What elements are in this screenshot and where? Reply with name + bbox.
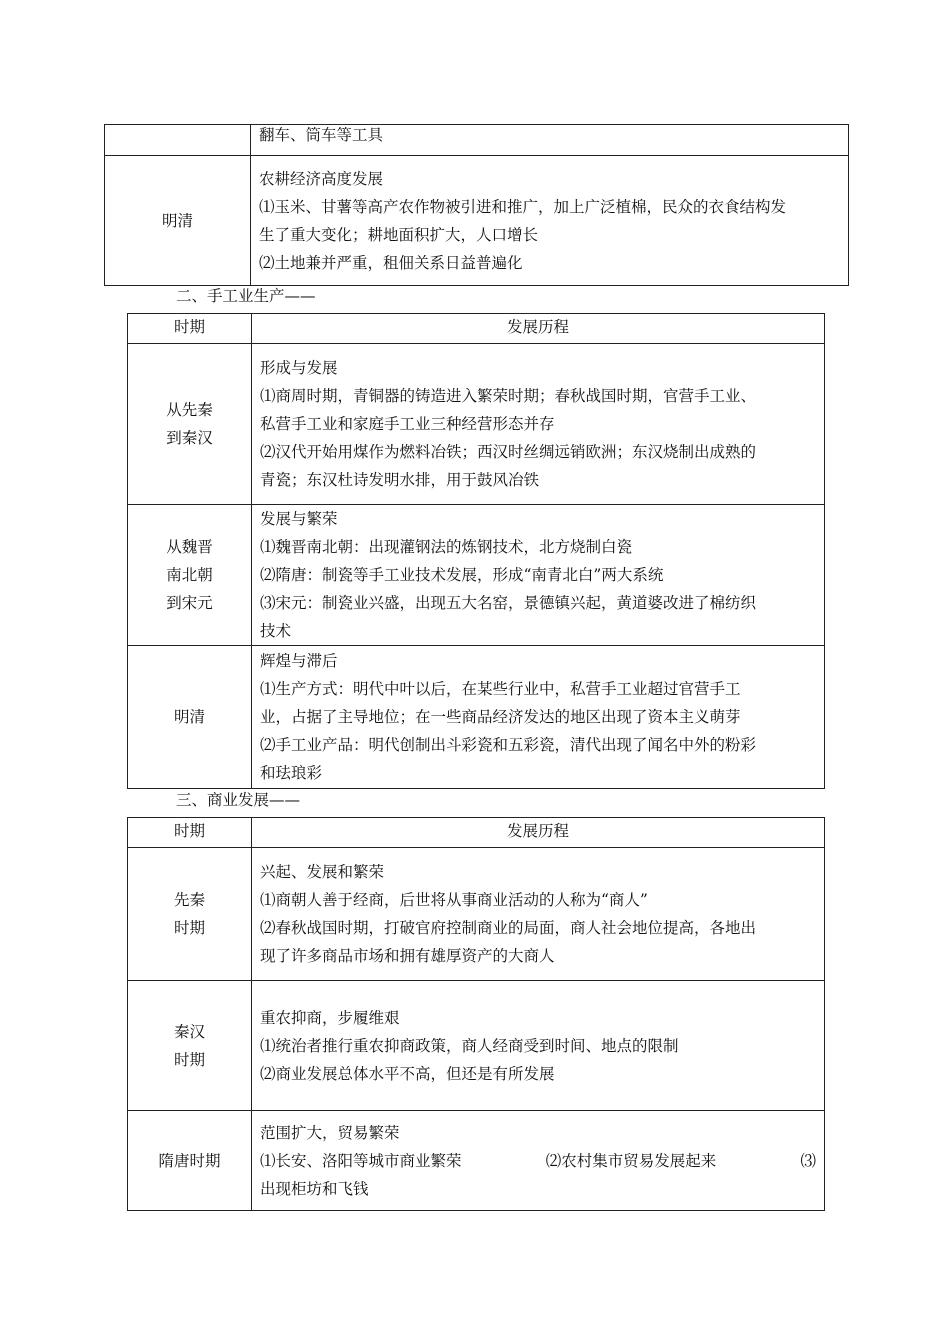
content-cell [252, 646, 825, 789]
period-cell [128, 646, 252, 789]
table-row [105, 125, 849, 156]
period-label: 到秦汉 [166, 429, 213, 447]
content-line: ⑵商业发展总体水平不高，但还是有所发展 [260, 1064, 555, 1083]
content-line: ⑴统治者推行重农抑商政策，商人经商受到时间、地点的限制 [260, 1036, 679, 1055]
table-row [128, 646, 825, 789]
content-line: 现了许多商品市场和拥有雄厚资产的大商人 [260, 947, 555, 965]
period-cell [128, 344, 252, 505]
content-line: ⑵春秋战国时期，打破官府控制商业的局面，商人社会地位提高，各地出 [260, 919, 757, 937]
period-label: 时期 [173, 919, 205, 937]
content-cell [251, 156, 849, 286]
content-title: 范围扩大，贸易繁荣 [260, 1123, 400, 1142]
column-header-history: 发展历程 [252, 314, 825, 344]
period-label: 到宋元 [166, 594, 213, 612]
section-heading-handicraft: 二、手工业生产—— [176, 287, 316, 305]
content-line: 私营手工业和家庭手工业三种经营形态并存 [260, 415, 555, 433]
content-line: 出现柜坊和飞钱 [260, 1179, 369, 1198]
period-label: 从先秦 [166, 401, 213, 419]
content-line: 和珐琅彩 [260, 764, 323, 782]
period-label: 从魏晋 [166, 538, 213, 556]
period-cell [105, 156, 251, 286]
content-line: 生了重大变化；耕地面积扩大，人口增长 [259, 225, 539, 244]
period-label: 南北朝 [166, 566, 213, 584]
content-line: ⑵手工业产品：明代创制出斗彩瓷和五彩瓷，清代出现了闻名中外的粉彩 [260, 736, 757, 754]
period-cell [105, 125, 251, 156]
table-row [105, 156, 849, 286]
content-line: ⑴商朝人善于经商，后世将从事商业活动的人称为“商人” [260, 891, 648, 909]
section-heading-commerce: 三、商业发展—— [176, 791, 301, 809]
content-line-split [260, 1147, 816, 1175]
period-cell [128, 848, 252, 981]
table-handicraft [127, 313, 825, 789]
table-row [128, 981, 825, 1111]
content-item: ⑶ [800, 1151, 816, 1170]
period-label: 秦汉 [173, 1022, 205, 1041]
content-cell [252, 344, 825, 505]
column-header-period: 时期 [128, 314, 252, 344]
content-line: 业，占据了主导地位；在一些商品经济发达的地区出现了资本主义萌芽 [260, 708, 741, 726]
content-cell [252, 505, 825, 646]
content-line: ⑵汉代开始用煤作为燃料冶铁；西汉时丝绸远销欧洲；东汉烧制出成熟的 [260, 443, 757, 461]
period-cell [128, 505, 252, 646]
period-cell [128, 981, 252, 1111]
table-row [128, 1111, 825, 1211]
table-header-row [128, 818, 825, 848]
content-cell [251, 125, 849, 156]
content-line: 青瓷；东汉杜诗发明水排，用于鼓风冶铁 [260, 471, 540, 489]
content-line: ⑴商周时期，青铜器的铸造进入繁荣时期；春秋战国时期，官营手工业、 [260, 387, 757, 405]
content-title: 发展与繁荣 [260, 510, 338, 528]
period-label: 明清 [173, 708, 205, 726]
column-header-history: 发展历程 [252, 818, 825, 848]
content-cell [252, 1111, 825, 1211]
content-line: 技术 [260, 622, 292, 640]
table-row [128, 344, 825, 505]
content-item: ⑵农村集市贸易发展起来 [545, 1151, 717, 1170]
period-label: 先秦 [173, 891, 205, 909]
content-line: ⑵土地兼并严重，租佃关系日益普遍化 [259, 253, 523, 272]
table-row [128, 505, 825, 646]
table-agriculture [104, 124, 849, 286]
content-line: ⑴玉米、甘薯等高产农作物被引进和推广，加上广泛植棉，民众的衣食结构发 [259, 197, 787, 216]
content-title: 辉煌与滞后 [260, 652, 338, 670]
table-commerce [127, 817, 825, 1211]
content-line: ⑶宋元：制瓷业兴盛，出现五大名窑，景德镇兴起，黄道婆改进了棉纺织 [260, 594, 757, 612]
period-label: 明清 [161, 211, 193, 230]
period-label: 时期 [173, 1050, 205, 1069]
table-header-row [128, 314, 825, 344]
content-cell [252, 848, 825, 981]
content-title: 重农抑商，步履维艰 [260, 1008, 400, 1027]
content-line: ⑵隋唐：制瓷等手工业技术发展，形成“南青北白”两大系统 [260, 566, 664, 584]
table-row [128, 848, 825, 981]
period-cell [128, 1111, 252, 1211]
content-title: 形成与发展 [260, 359, 338, 377]
content-item: ⑴长安、洛阳等城市商业繁荣 [260, 1151, 462, 1170]
content-title: 农耕经济高度发展 [259, 169, 384, 188]
column-header-period: 时期 [128, 818, 252, 848]
content-line: ⑴生产方式：明代中叶以后，在某些行业中，私营手工业超过官营手工 [260, 680, 741, 698]
continuation-text: 翻车、筒车等工具 [259, 126, 384, 144]
content-cell [252, 981, 825, 1111]
content-line: ⑴魏晋南北朝：出现灌钢法的炼钢技术，北方烧制白瓷 [260, 538, 633, 556]
period-label: 隋唐时期 [158, 1151, 221, 1170]
content-title: 兴起、发展和繁荣 [260, 863, 385, 881]
